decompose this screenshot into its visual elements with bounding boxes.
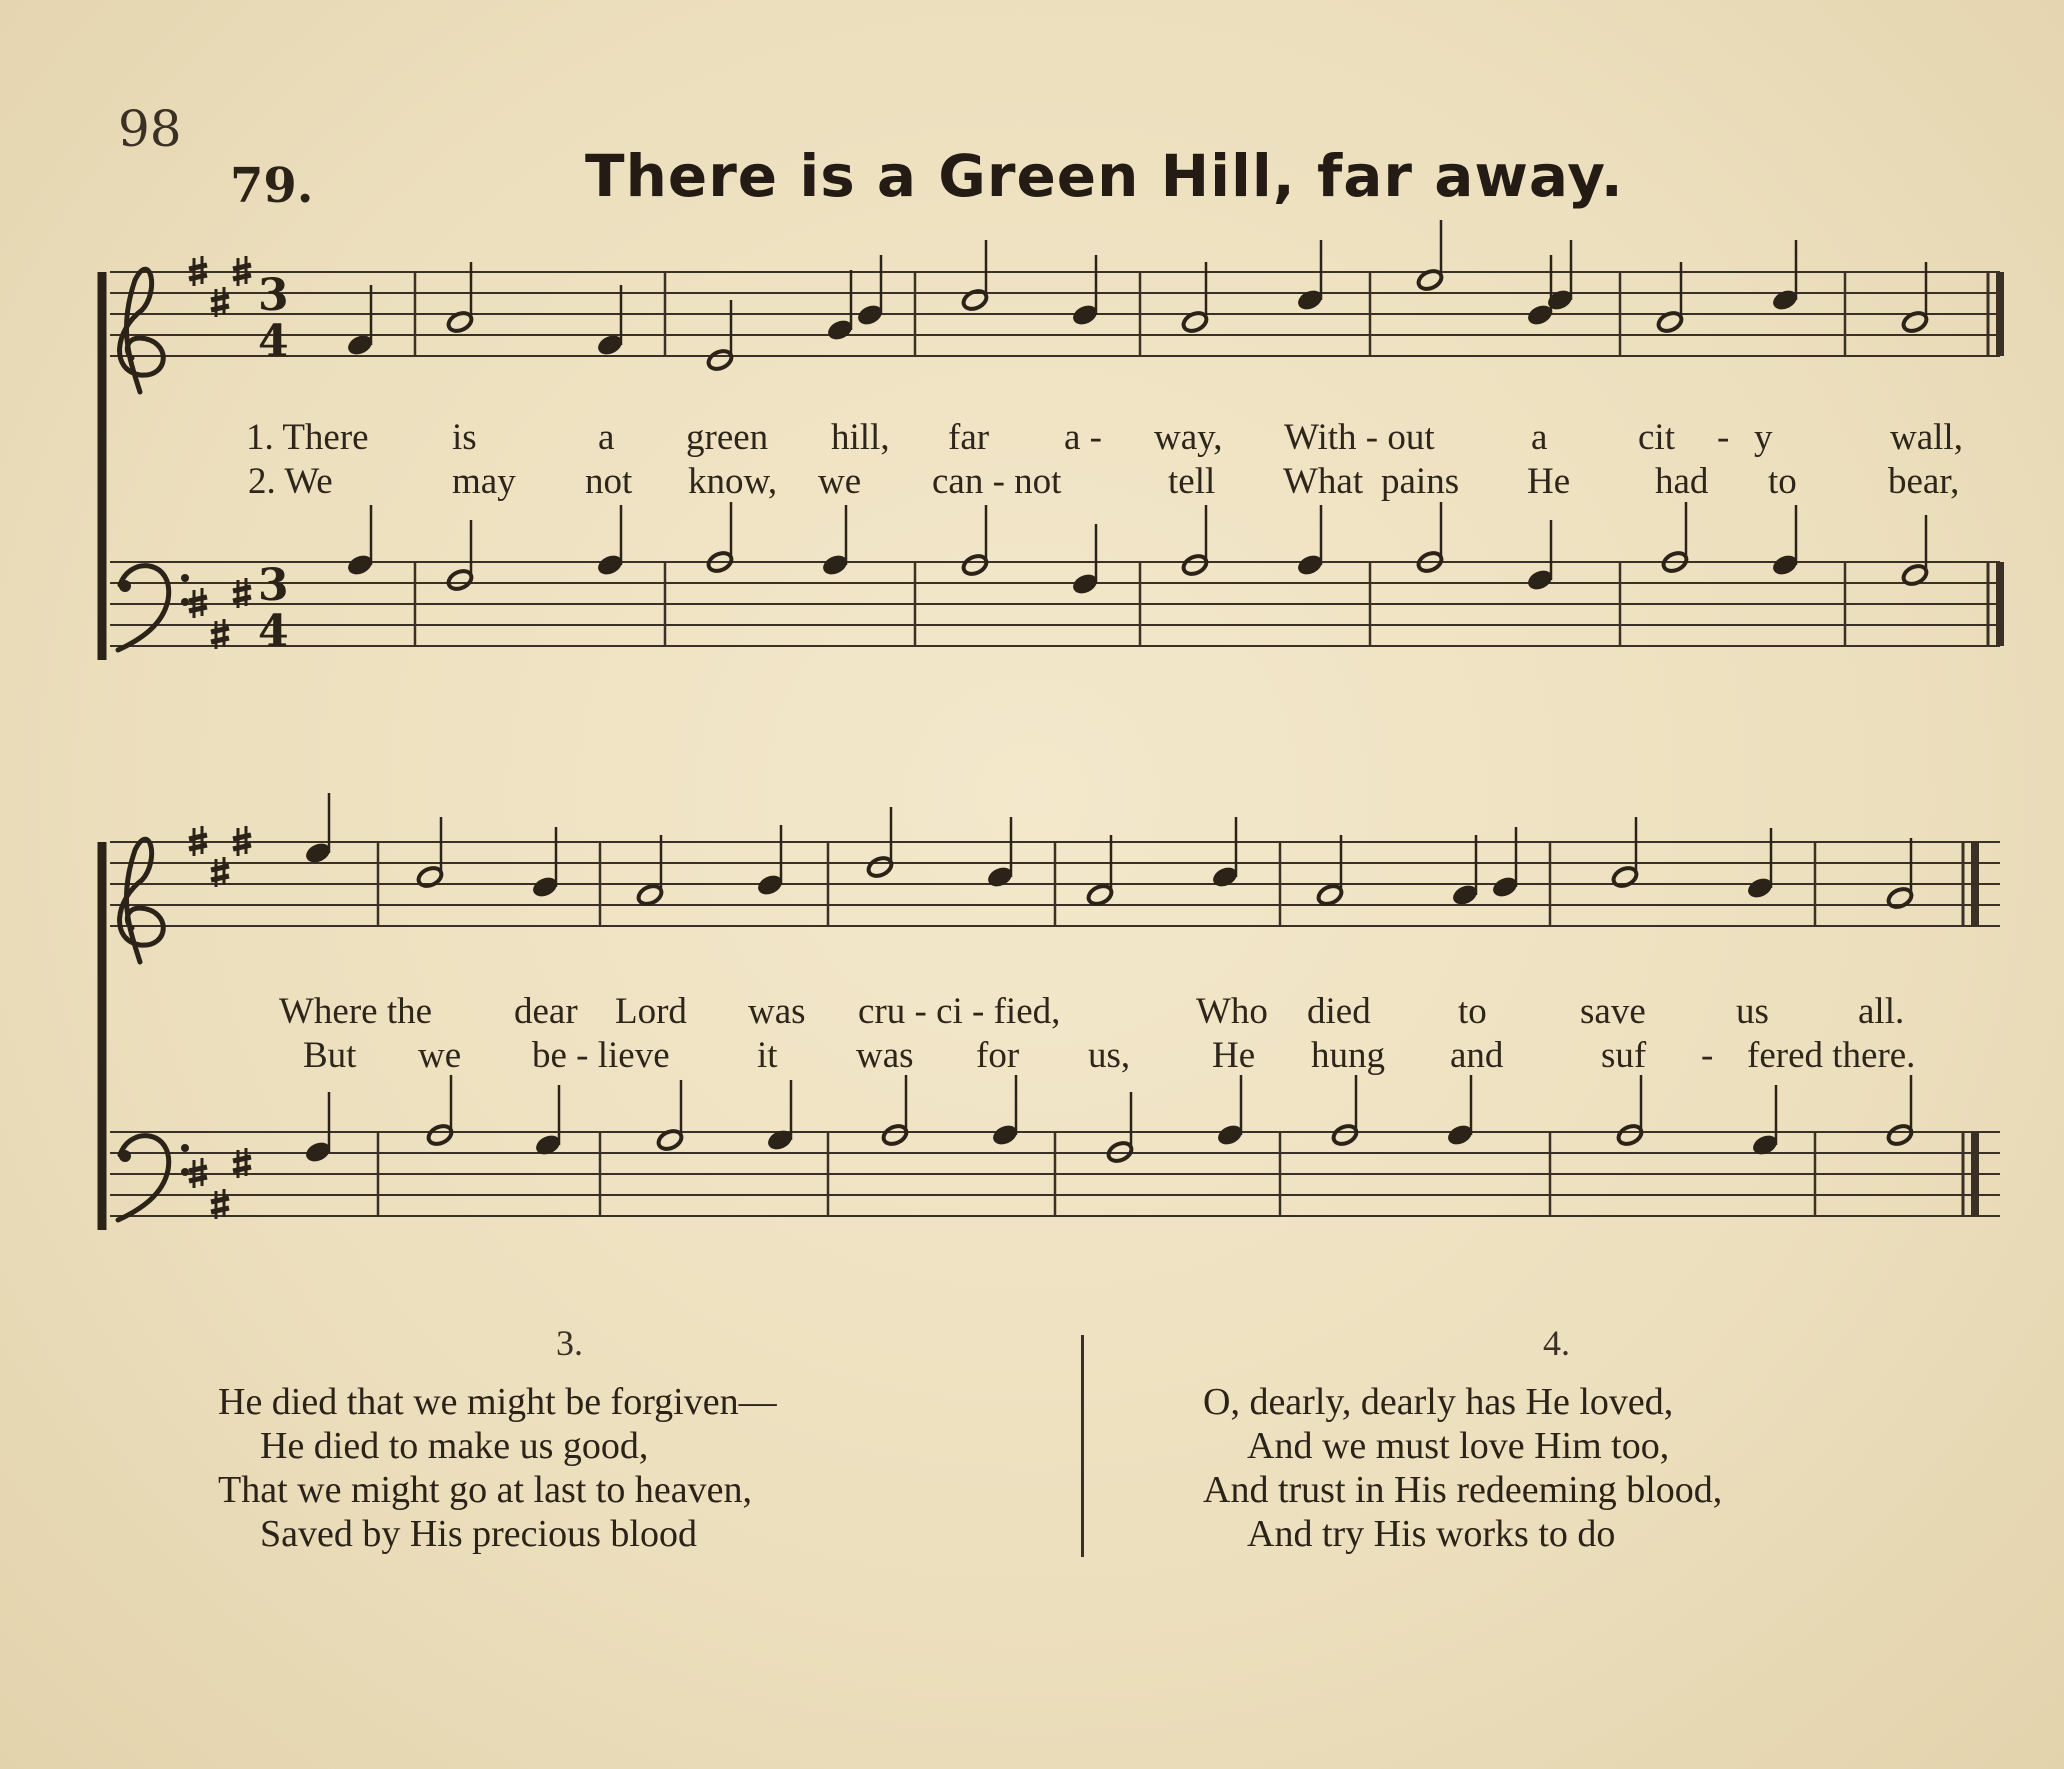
lyric-syllable: What (1283, 461, 1364, 502)
lyric-syllable: was (748, 991, 806, 1032)
sharp-icon (211, 857, 229, 887)
sharp-icon (211, 287, 229, 317)
lyric-syllable: y (1754, 417, 1773, 458)
lyric-syllable: - (1717, 417, 1730, 458)
lyric-syllable: to (1768, 461, 1797, 502)
lyric-syllable: wall, (1890, 417, 1963, 458)
lyric-syllable: we (818, 461, 862, 502)
time-sig-bottom-bass: 4 (258, 606, 289, 657)
lyric-syllable: tell (1168, 461, 1216, 502)
lyric-syllable: pains (1381, 461, 1460, 502)
lyric-syllable: far (948, 417, 990, 458)
lyric-syllable: Where the (279, 991, 433, 1032)
lyric-syllable: can - not (932, 461, 1062, 502)
lyric-syllable: a (598, 417, 615, 458)
lyric-syllable: us, (1088, 1035, 1131, 1076)
lyric-syllable: He (1212, 1035, 1256, 1076)
lyric-syllable: is (452, 417, 477, 458)
lyric-syllable: all. (1858, 991, 1905, 1032)
stanza-3-line: That we might go at last to heaven, (218, 1469, 752, 1511)
lyric-syllable: and (1450, 1035, 1504, 1076)
lyric-syllable: died (1307, 991, 1371, 1032)
lyric-syllable: had (1655, 461, 1709, 502)
sharp-icon (211, 619, 229, 649)
lyric-syllable: But (303, 1035, 357, 1076)
stanza-divider (1081, 1335, 1084, 1557)
lyric-syllable: Lord (615, 991, 687, 1032)
page-number: 98 (118, 100, 182, 158)
stanza-3-line: Saved by His precious blood (260, 1513, 697, 1555)
stanza-4-line: O, dearly, dearly has He loved, (1203, 1381, 1674, 1423)
lyric-syllable: we (418, 1035, 462, 1076)
treble-clef-2 (120, 839, 164, 962)
key-signature-sharps (189, 256, 251, 1219)
treble-clef-1 (120, 269, 164, 392)
hymn-title: There is a Green Hill, far away. (585, 142, 1624, 210)
stanza-4-line: And we must love Him too, (1247, 1425, 1670, 1467)
lyric-syllable: know, (688, 461, 778, 502)
lyric-syllable: bear, (1888, 461, 1960, 502)
lyric-syllable: cit (1638, 417, 1675, 458)
lyric-syllable: suf (1601, 1035, 1647, 1076)
lyric-syllable: fered there. (1747, 1035, 1916, 1076)
staff-lines (110, 272, 2000, 1216)
lyric-syllable: was (856, 1035, 914, 1076)
lyric-syllable: it (757, 1035, 778, 1076)
lyric-syllable: With - out (1284, 417, 1435, 458)
time-signature-treble (258, 270, 289, 367)
sharp-icon (211, 1189, 229, 1219)
stanza-3-number: 3. (556, 1323, 583, 1363)
stanza-4-line: And trust in His redeeming blood, (1203, 1469, 1723, 1511)
stanza-3-line: He died to make us good, (260, 1425, 649, 1467)
lyric-syllable: - (1701, 1035, 1714, 1076)
stanza-4-line: And try His works to do (1247, 1513, 1616, 1555)
bass-clef-1 (118, 566, 189, 650)
lyric-syllable: a (1531, 417, 1548, 458)
stanza-3-line: He died that we might be forgiven— (218, 1381, 777, 1423)
lyric-syllable: for (976, 1035, 1020, 1076)
lyric-syllable: green (686, 417, 769, 458)
lyric-syllable: way, (1154, 417, 1223, 458)
hymn-number: 79. (230, 158, 314, 214)
stanza-4-number: 4. (1543, 1323, 1570, 1363)
time-signature-bass (258, 560, 289, 657)
lyric-syllable: 1. There (246, 417, 369, 458)
lyric-syllable: Who (1196, 991, 1268, 1032)
lyric-syllable: to (1458, 991, 1487, 1032)
bass-clef-2 (118, 1136, 189, 1220)
lyric-syllable: dear (514, 991, 578, 1032)
lyric-syllable: hill, (831, 417, 890, 458)
lyric-syllable: 2. We (248, 461, 333, 502)
lyric-syllable: save (1580, 991, 1646, 1032)
lyric-syllable: hung (1311, 1035, 1385, 1076)
lyric-syllable: a - (1064, 417, 1102, 458)
lyric-syllable: us (1736, 991, 1769, 1032)
time-sig-bottom: 4 (258, 316, 289, 367)
time-sig-top-bass: 3 (258, 560, 289, 611)
lyric-syllable: He (1527, 461, 1571, 502)
lyric-syllable: be - lieve (532, 1035, 670, 1076)
lyric-syllable: may (452, 461, 516, 502)
lyric-syllable: not (585, 461, 633, 502)
time-sig-top: 3 (258, 270, 289, 321)
lyric-syllable: cru - ci - fied, (858, 991, 1061, 1032)
